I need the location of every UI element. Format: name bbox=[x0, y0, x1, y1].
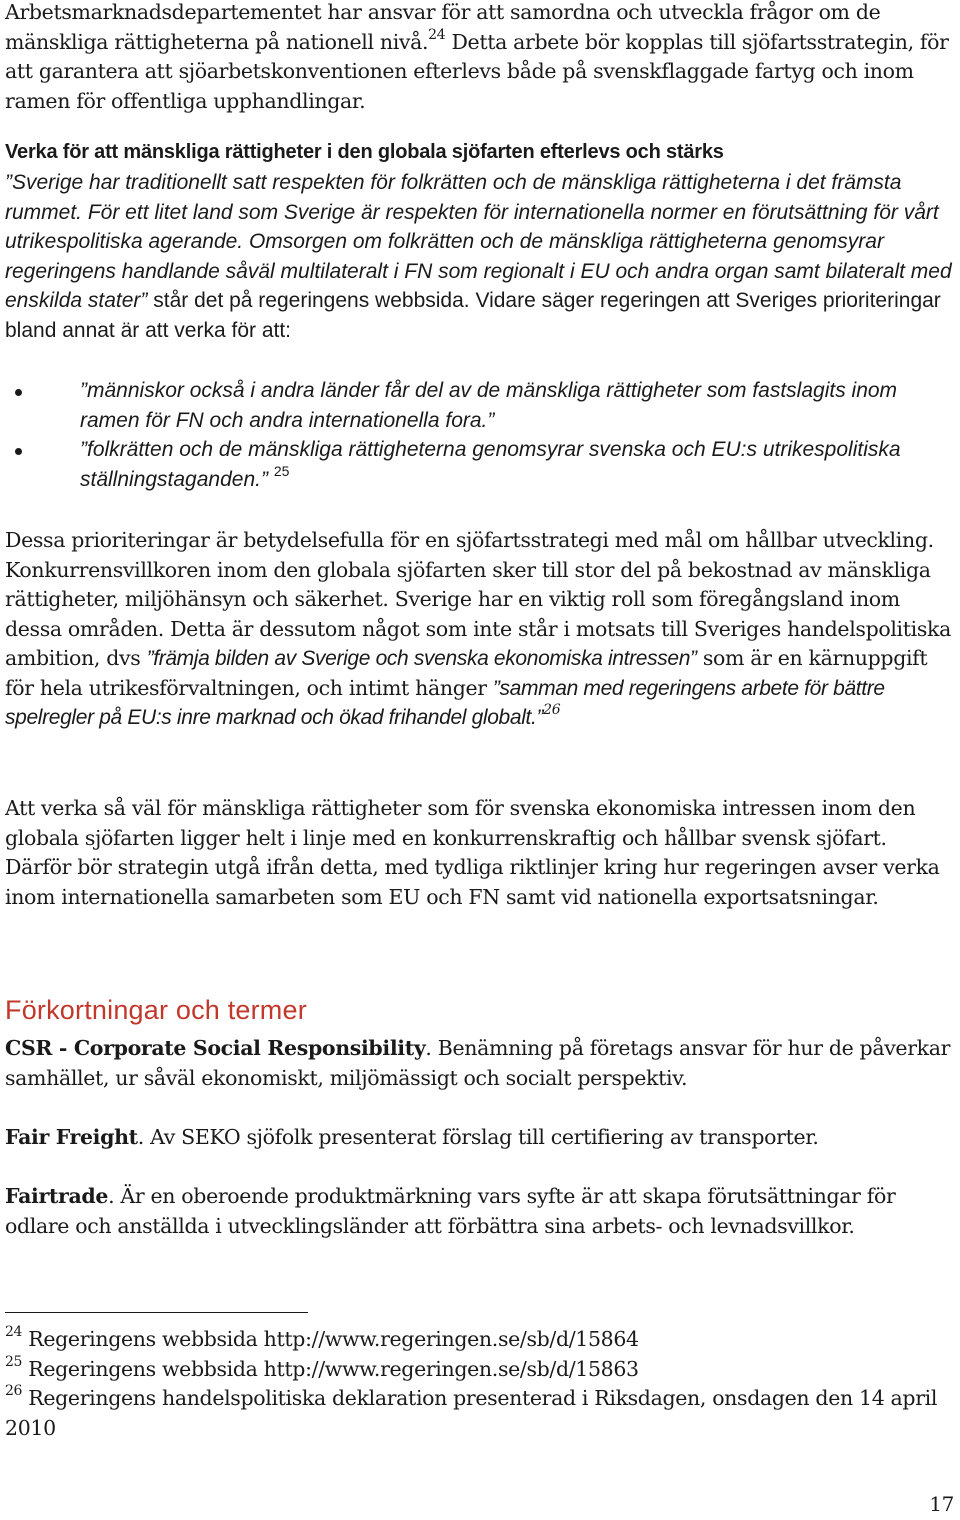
paragraph-quote bbox=[5, 168, 957, 345]
paragraph-text: som är en kärnuppgift för hela utrikesförvaltningen, och intimt hänger bbox=[5, 646, 928, 700]
term-description: . Av SEKO sjöfolk presenterat förslag till certifiering av transporter. bbox=[137, 1125, 819, 1149]
paragraph-conclusion: Att verka så väl för mänskliga rättigheter som för svenska ekonomiska intressen inom den globala sjöfarten ligger helt i linje med en konkurrenskraftig och hållbar svensk sjöfart. Därför bör strategin utgå ifrån detta, med tydliga riktlinjer kring hur regeringen avser verka inom internationella samarbeten som EU och FN samt vid nationella exportsatsningar. bbox=[5, 796, 940, 909]
list-item-text: ”folkrätten och de mänskliga rättigheterna genomsyrar svenska och EU:s utrikespolitiska ställningstaganden.” bbox=[80, 438, 901, 491]
footnote-text: Regeringens webbsida http://www.regeringen.se/sb/d/15863 bbox=[22, 1356, 639, 1381]
bullet-icon bbox=[15, 448, 22, 455]
footnote-text: Regeringens webbsida http://www.regeringen.se/sb/d/15864 bbox=[22, 1327, 639, 1351]
section-heading: Verka för att mänskliga rättigheter i den globala sjöfarten efterlevs och stärks bbox=[5, 141, 724, 163]
bullet-icon bbox=[15, 389, 22, 396]
list-item bbox=[5, 376, 957, 435]
paragraph-intro bbox=[5, 0, 957, 116]
term-entry bbox=[5, 1123, 957, 1153]
section-title: Förkortningar och termer bbox=[5, 995, 307, 1025]
priority-list bbox=[5, 376, 957, 494]
term-entry bbox=[5, 1182, 957, 1241]
paragraph-text: Dessa prioriteringar är betydelsefulla för en sjöfartsstrategi med mål om hållbar utveckling. Konkurrensvillkoren inom den globala sjöfarten sker till stor del på bekostnad av mänskliga rättigheter, miljöhänsyn och säkerhet. Sverige har en viktig roll som föregångsland inom dessa områden. Detta är dessutom något som inte står i motsats till Sveriges handelspolitiska ambition, dvs bbox=[5, 528, 951, 670]
footnote bbox=[5, 1325, 957, 1355]
footnote-number: 25 bbox=[5, 1353, 23, 1370]
paragraph-priorities bbox=[5, 526, 957, 733]
footnote-ref-24[interactable]: 24 bbox=[428, 26, 446, 43]
footnote-divider bbox=[5, 1312, 308, 1313]
list-item bbox=[5, 435, 957, 494]
quote-text: ”Sverige har traditionellt satt respekten för folkrätten och de mänskliga rättigheterna i det främsta rummet. För ett litet land som Sverige är respekten för internationella normer en förutsättning för vårt utrikespolitiska agerande. Omsorgen om folkrätten och de mänskliga rättigheterna genomsyrar regeringens handlande såväl multilateralt i FN som regionalt i EU och andra organ samt bilateralt med enskilda stater” bbox=[5, 171, 952, 312]
term-name: Fair Freight bbox=[5, 1125, 138, 1149]
footnote bbox=[5, 1384, 957, 1443]
term-name: CSR - Corporate Social Responsibility bbox=[5, 1036, 426, 1060]
footnotes bbox=[5, 1325, 957, 1443]
paragraph-quote-rest: står det på regeringens webbsida. Vidare säger regeringen att Sveriges prioriteringar bland annat är att verka för att: bbox=[5, 289, 941, 342]
page-number: 17 bbox=[929, 1492, 954, 1516]
term-description: . Benämning på företags ansvar för hur de påverkar samhället, ur såväl ekonomiskt, miljömässigt och socialt perspektiv. bbox=[5, 1036, 951, 1090]
footnote bbox=[5, 1355, 957, 1385]
footnote-ref-26[interactable]: 26 bbox=[543, 702, 561, 719]
list-item-text: ”människor också i andra länder får del av de mänskliga rättigheter som fastslagits inom ramen för FN och andra internationella fora.” bbox=[80, 379, 898, 432]
footnote-text: Regeringens handelspolitiska deklaration presenterad i Riksdagen, onsdagen den 14 april 2010 bbox=[5, 1386, 938, 1440]
quote-text: ”främja bilden av Sverige och svenska ekonomiska intressen” bbox=[146, 647, 697, 670]
term-name: Fairtrade bbox=[5, 1184, 109, 1208]
term-entry bbox=[5, 1034, 957, 1093]
quote-text: ”samman med regeringens arbete för bättre spelregler på EU:s inre marknad och ökad frihandel globalt.” bbox=[5, 676, 885, 729]
term-description: . Är en oberoende produktmärkning vars syfte är att skapa förutsättningar för odlare och anställda i utvecklingsländer att förbättra sina arbets- och levnadsvillkor. bbox=[5, 1184, 896, 1238]
footnote-ref-25[interactable]: 25 bbox=[273, 462, 290, 479]
paragraph-intro-text-cont: Detta arbete bör kopplas till sjöfartsstrategin, för att garantera att sjöarbetskonventionen efterlevs både på svenskflaggade fartyg och inom ramen för offentliga upphandlingar. bbox=[5, 29, 949, 113]
footnote-number: 26 bbox=[5, 1383, 23, 1400]
footnote-number: 24 bbox=[5, 1324, 23, 1341]
paragraph-intro-text: Arbetsmarknadsdepartementet har ansvar för att samordna och utveckla frågor om de mänskliga rättigheterna på nationell nivå. bbox=[5, 0, 881, 54]
